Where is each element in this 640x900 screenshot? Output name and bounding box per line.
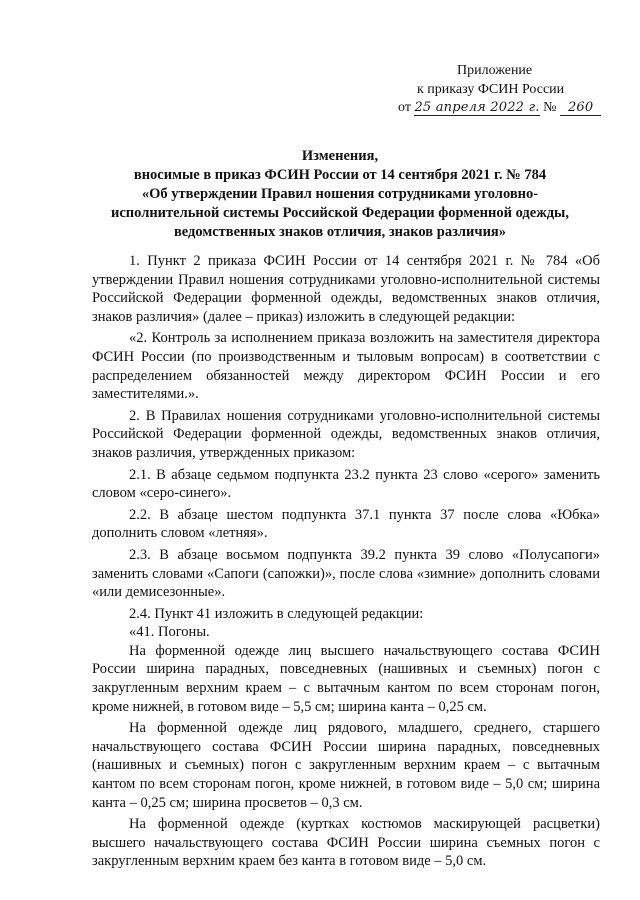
title-line-2: вносимые в приказ ФСИН России от 14 сентября 2021 г. № 784 xyxy=(133,167,547,183)
appendix-number-sign: № xyxy=(543,100,557,115)
title-line-1: Изменения, xyxy=(301,148,379,164)
paragraph-10: На форменной одежде лиц рядового, младшего, среднего, старшего начальствующего состава ФСИН России ширина парадных, повседневных (нашивных и съемных) погон с закругленным верхним краем – с вытачным кантом по всем сторонам погон, кроме нижней, в готовом виде – 5,0 см; ширина канта – 0,25 см; ширина просветов – 0,3 см. xyxy=(92,720,600,811)
appendix-ot: от xyxy=(398,100,411,115)
title-line-5: ведомственных знаков отличия, знаков различия» xyxy=(173,224,507,240)
paragraph-4: 2.1. В абзаце седьмом подпункта 23.2 пункта 23 слово «серого» заменить словом «серо-синего». xyxy=(92,466,600,502)
paragraph-6: 2.3. В абзаце восьмом подпункта 39.2 пункта 39 слово «Полусапоги» заменить словами «Сапоги (сапожки)», после слова «зимние» дополнить словами «или демисезонные». xyxy=(92,546,600,601)
paragraph-5: 2.2. В абзаце шестом подпункта 37.1 пункта 37 после слова «Юбка» дополнить словом «летняя». xyxy=(92,506,600,542)
paragraph-9: На форменной одежде лиц высшего начальствующего состава ФСИН России ширина парадных, повседневных (нашивных и съемных) погон с закругленным верхним краем – с вытачным кантом по всем сторонам погон, кроме нижней, в готовом виде – 5,5 см; ширина канта – 0,25 см. xyxy=(92,642,600,715)
document-title xyxy=(80,147,600,242)
title-line-4: исполнительной системы Российской Федерации форменной одежды, xyxy=(110,205,569,221)
paragraph-11: На форменной одежде (куртках костюмов маскирующей расцветки) высшего начальствующего состава ФСИН России ширина съемных погон с закругленным верхним краем без канта в готовом виде – 5,0 см. xyxy=(92,816,600,870)
document-body xyxy=(92,252,600,871)
handwritten-date: 25 апреля 2022 г. xyxy=(414,100,540,115)
appendix-order-ref: к приказу ФСИН России xyxy=(417,81,565,97)
paragraph-2: «2. Контроль за исполнением приказа возложить на заместителя директора ФСИН России (по производственным и тыловым вопросам) в соответствии с распределением обязанностей между директором ФСИН России и его заместителями.». xyxy=(92,330,600,403)
paragraph-8: «41. Погоны. xyxy=(129,624,210,641)
title-line-3: «Об утверждении Правил ношения сотрудниками уголовно- xyxy=(141,186,539,202)
paragraph-3: 2. В Правилах ношения сотрудниками уголовно-исполнительной системы Российской Федерации форменной одежды, ведомственных знаков отличия, знаков различия, утвержденных приказом: xyxy=(92,407,600,461)
paragraph-7: 2.4. Пункт 41 изложить в следующей редакции: xyxy=(129,605,424,622)
appendix-label: Приложение xyxy=(457,63,533,78)
handwritten-number: 260 xyxy=(560,100,601,116)
paragraph-1: 1. Пункт 2 приказа ФСИН России от 14 сентября 2021 г. № 784 «Об утверждении Правил ношения сотрудниками уголовно-исполнительной системы Российской Федерации форменной одежды, ведомственных знаков отличия, знаков различия» (далее – приказ) изложить в следующей редакции: xyxy=(92,253,600,325)
appendix-block xyxy=(398,62,603,118)
appendix-date-line xyxy=(398,99,603,118)
